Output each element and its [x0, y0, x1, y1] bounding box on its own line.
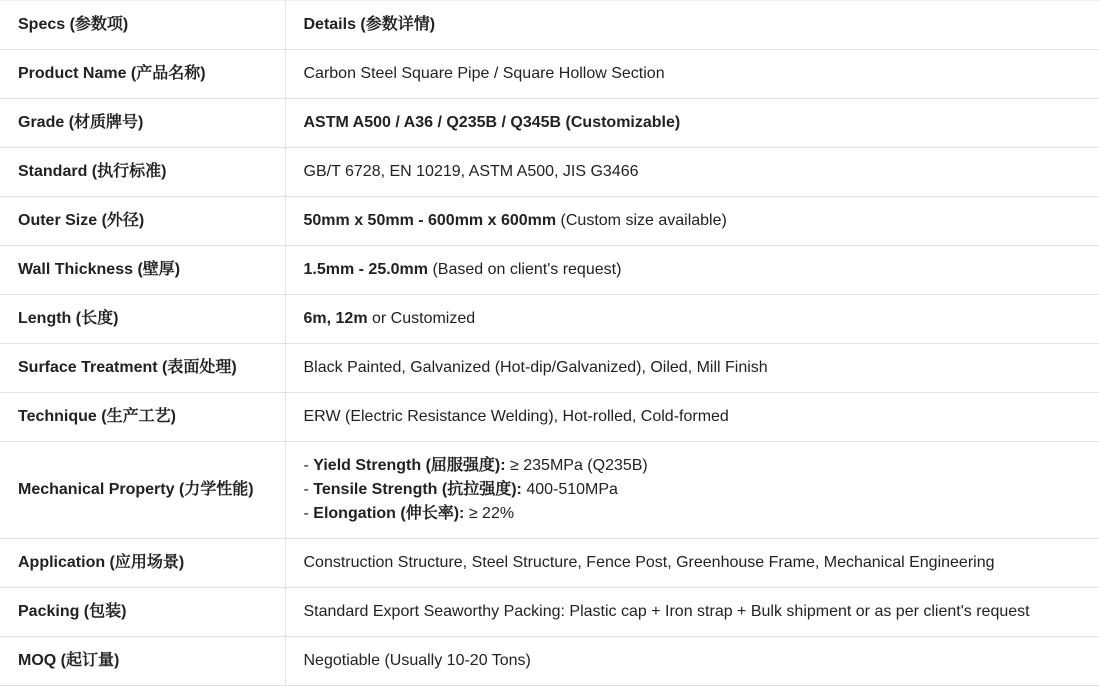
table-row [0, 99, 1099, 148]
spec-cell: Packing (包装) [0, 588, 285, 637]
table-row [0, 588, 1099, 637]
spec-cell: Application (应用场景) [0, 539, 285, 588]
detail-text: or Customized [367, 310, 476, 327]
table-row [0, 637, 1099, 686]
property-value: ≥ 22% [464, 505, 515, 522]
detail-cell [285, 295, 1099, 344]
property-value: ≥ 235MPa (Q235B) [505, 457, 648, 474]
property-name: Yield Strength (屈服强度): [313, 457, 506, 474]
table-row [0, 539, 1099, 588]
bullet-prefix: - [303, 457, 314, 474]
detail-text: (Based on client's request) [428, 261, 622, 278]
spec-cell: Grade (材质牌号) [0, 99, 285, 148]
spec-cell: Outer Size (外径) [0, 197, 285, 246]
table-row [0, 197, 1099, 246]
spec-cell: Technique (生产工艺) [0, 393, 285, 442]
spec-cell: MOQ (起订量) [0, 637, 285, 686]
spec-cell: Standard (执行标准) [0, 148, 285, 197]
header-spec-cell: Specs (参数项) [0, 1, 285, 50]
detail-text: (Custom size available) [556, 212, 727, 229]
detail-bold-text: ASTM A500 / A36 / Q235B / Q345B (Customizable) [303, 114, 681, 131]
spec-cell: Wall Thickness (壁厚) [0, 246, 285, 295]
header-row [0, 1, 1099, 50]
spec-cell: Length (长度) [0, 295, 285, 344]
property-line [304, 478, 1099, 502]
detail-cell: ERW (Electric Resistance Welding), Hot-rolled, Cold-formed [285, 393, 1099, 442]
table-row [0, 442, 1099, 539]
property-line [304, 502, 1099, 526]
detail-cell [285, 246, 1099, 295]
detail-cell: Construction Structure, Steel Structure, Fence Post, Greenhouse Frame, Mechanical Engineering [285, 539, 1099, 588]
property-line [304, 454, 1099, 478]
detail-cell: Standard Export Seaworthy Packing: Plastic cap + Iron strap + Bulk shipment or as per client's request [285, 588, 1099, 637]
table-row [0, 148, 1099, 197]
detail-bold-text: 6m, 12m [303, 310, 368, 327]
detail-cell: GB/T 6728, EN 10219, ASTM A500, JIS G3466 [285, 148, 1099, 197]
table-row [0, 344, 1099, 393]
detail-bold-text: 50mm x 50mm - 600mm x 600mm [303, 212, 557, 229]
property-name: Elongation (伸长率): [313, 505, 465, 522]
detail-cell: Negotiable (Usually 10-20 Tons) [285, 637, 1099, 686]
table-row [0, 246, 1099, 295]
spec-cell: Product Name (产品名称) [0, 50, 285, 99]
detail-bold-text: 1.5mm - 25.0mm [303, 261, 429, 278]
spec-cell: Mechanical Property (力学性能) [0, 442, 285, 539]
detail-cell [285, 197, 1099, 246]
header-detail-cell: Details (参数详情) [285, 1, 1099, 50]
table-row [0, 295, 1099, 344]
table-row [0, 393, 1099, 442]
detail-cell: Black Painted, Galvanized (Hot-dip/Galvanized), Oiled, Mill Finish [285, 344, 1099, 393]
detail-cell [285, 442, 1099, 539]
detail-cell [285, 99, 1099, 148]
bullet-prefix: - [303, 481, 314, 498]
table-row [0, 50, 1099, 99]
detail-cell: Carbon Steel Square Pipe / Square Hollow Section [285, 50, 1099, 99]
property-value: 400-510MPa [521, 481, 618, 498]
spec-cell: Surface Treatment (表面处理) [0, 344, 285, 393]
bullet-prefix: - [303, 505, 314, 522]
property-name: Tensile Strength (抗拉强度): [313, 481, 522, 498]
